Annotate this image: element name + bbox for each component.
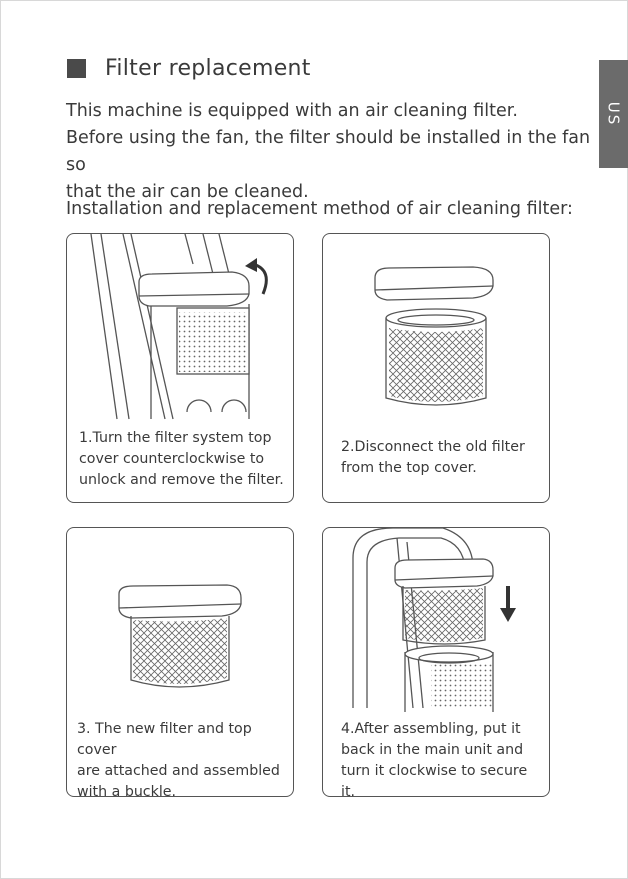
intro-line: Before using the fan, the filter should be installed in the fan so — [66, 128, 591, 175]
caption-line: 4.After assembling, put it — [341, 721, 521, 737]
method-heading: Installation and replacement method of air cleaning filter: — [66, 199, 573, 219]
page-title: Filter replacement — [105, 56, 311, 81]
caption-line: with a buckle. — [77, 784, 177, 797]
language-tab — [599, 60, 628, 168]
caption-line: are attached and assembled — [77, 763, 280, 779]
step-card-4 — [322, 527, 550, 797]
insert-filter-illustration — [323, 528, 549, 718]
step-card-1 — [66, 233, 294, 503]
caption-line: from the top cover. — [341, 460, 477, 476]
caption-line: back in the main unit and — [341, 742, 524, 758]
step-card-2 — [322, 233, 550, 503]
intro-line: This machine is equipped with an air cleaning filter. — [66, 101, 518, 121]
caption-line: cover counterclockwise to — [79, 451, 265, 467]
step-caption — [77, 719, 287, 797]
rotate-cover-illustration — [67, 234, 293, 424]
disconnect-filter-illustration — [323, 234, 549, 424]
caption-line: 3. The new filter and top cover — [77, 721, 252, 758]
section-square-icon — [67, 59, 86, 78]
caption-line: 1.Turn the filter system top — [79, 430, 272, 446]
section-header — [67, 56, 311, 81]
assembled-filter-illustration — [67, 528, 293, 718]
intro-paragraph — [66, 98, 596, 206]
step-caption — [79, 428, 287, 491]
caption-line: unlock and remove the filter. — [79, 472, 284, 488]
step-caption — [341, 437, 543, 479]
caption-line: 2.Disconnect the old filter — [341, 439, 525, 455]
step-caption — [341, 719, 543, 797]
intro-line: that the air can be cleaned. — [66, 182, 309, 202]
caption-line: turn it clockwise to secure it. — [341, 763, 528, 797]
language-tab-label: US — [604, 101, 623, 127]
step-card-3 — [66, 527, 294, 797]
